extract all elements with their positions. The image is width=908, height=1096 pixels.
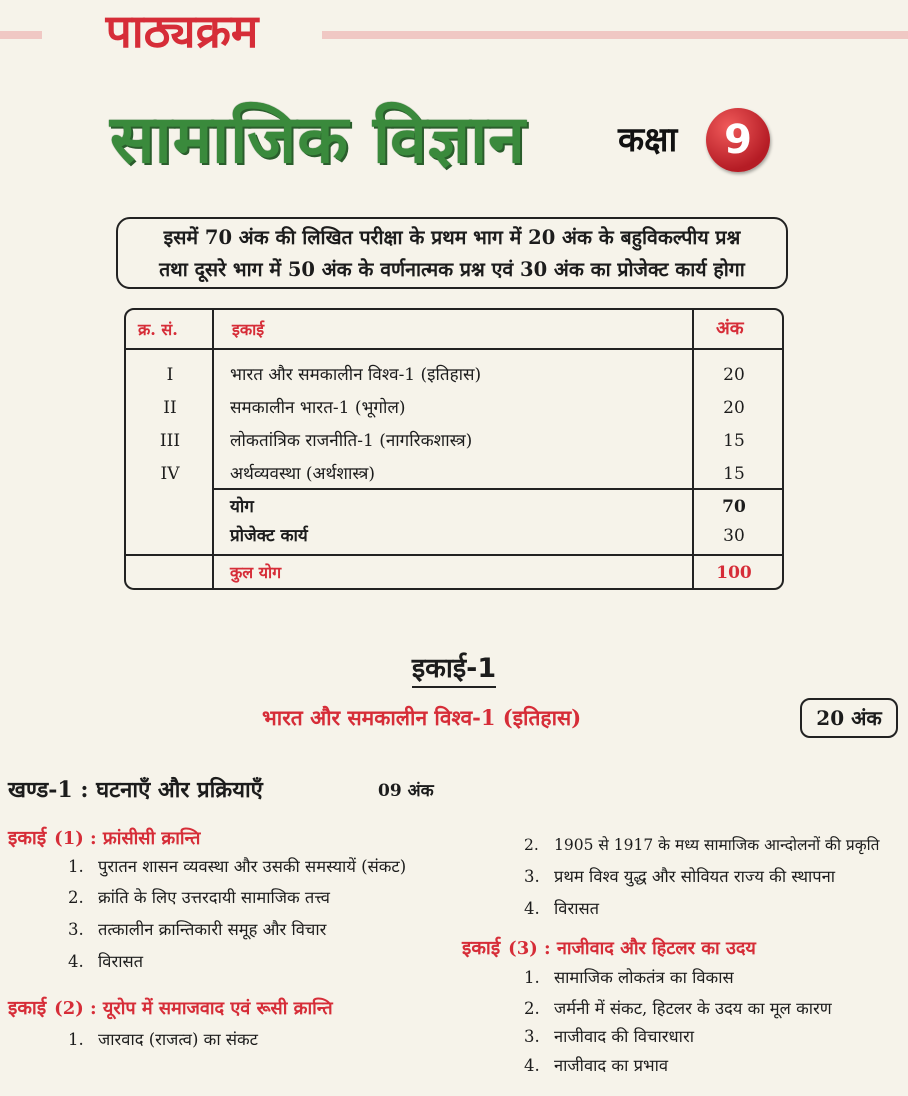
- item-text: विरासत: [98, 952, 144, 971]
- sum-label: योग: [230, 497, 254, 517]
- item-number: 1.: [68, 1030, 84, 1049]
- unit-label: इकाई: [462, 937, 501, 959]
- row-sr: I: [166, 365, 174, 385]
- row-marks: 20: [723, 365, 745, 385]
- item-text: सामाजिक लोकतंत्र का विकास: [554, 968, 734, 987]
- table-divider: [126, 554, 782, 556]
- list-item: [68, 1029, 258, 1051]
- item-number: 2.: [68, 888, 84, 907]
- project-label: प्रोजेक्ट कार्य: [230, 526, 308, 546]
- table-divider: [212, 310, 214, 588]
- exam-note: [116, 217, 788, 289]
- unit-title: [0, 648, 908, 685]
- item-number: 4.: [68, 952, 84, 971]
- item-text: 1905 से 1917 के मध्य सामाजिक आन्दोलनों की प्रकृति: [554, 836, 880, 854]
- row-sr: II: [163, 398, 177, 418]
- list-item: [68, 887, 330, 909]
- exam-note-line-1: इसमें 70 अंक की लिखित परीक्षा के प्रथम भाग में 20 अंक के बहुविकल्पीय प्रश्न: [163, 226, 741, 249]
- item-text: क्रांति के लिए उत्तरदायी सामाजिक तत्त्व: [98, 888, 330, 907]
- unit-marks-badge: 20 अंक: [800, 698, 898, 738]
- list-item: [524, 1026, 694, 1048]
- item-text: जारवाद (राजत्व) का संकट: [98, 1030, 258, 1049]
- list-item: [524, 898, 599, 920]
- row-sr: IV: [160, 464, 180, 484]
- class-number-badge: 9: [706, 108, 770, 172]
- khand-marks: 09 अंक: [378, 781, 434, 801]
- item-number: 2.: [524, 999, 540, 1018]
- header-unit: इकाई: [232, 320, 265, 339]
- project-value: 30: [723, 526, 745, 546]
- unit-3-heading: [462, 934, 756, 960]
- total-value: 100: [716, 563, 752, 583]
- item-number: 3.: [68, 920, 84, 939]
- item-number: 1.: [68, 857, 84, 876]
- syllabus-tag: पाठ्यक्रम: [42, 0, 322, 62]
- table-divider: [212, 488, 782, 490]
- item-number: 4.: [524, 899, 540, 918]
- item-text: जर्मनी में संकट, हिटलर के उदय का मूल कारण: [554, 999, 832, 1018]
- list-item: [524, 998, 832, 1020]
- item-number: 1.: [524, 968, 540, 987]
- item-number: 2.: [524, 836, 539, 854]
- item-text: पुरातन शासन व्यवस्था और उसकी समस्यायें (संकट): [98, 857, 407, 876]
- item-text: तत्कालीन क्रान्तिकारी समूह और विचार: [98, 920, 327, 939]
- list-item: [524, 866, 835, 888]
- unit-label: इकाई: [8, 827, 47, 849]
- page-title: सामाजिक विज्ञान: [110, 101, 526, 178]
- list-item: [524, 834, 879, 856]
- exam-note-line-2: तथा दूसरे भाग में 50 अंक के वर्णनात्मक प्रश्न एवं 30 अंक का प्रोजेक्ट कार्य होगा: [159, 258, 745, 281]
- header-sr: क्र. सं.: [138, 320, 178, 339]
- unit-1-title: (1) : फ्रांसीसी क्रान्ति: [54, 828, 201, 849]
- row-sr: III: [159, 431, 181, 451]
- unit-2-heading: [8, 994, 333, 1020]
- row-unit: लोकतांत्रिक राजनीति-1 (नागरिकशास्त्र): [230, 431, 473, 451]
- unit-subtitle: भारत और समकालीन विश्व-1 (इतिहास): [262, 705, 582, 730]
- row-unit: भारत और समकालीन विश्व-1 (इतिहास): [230, 365, 482, 385]
- class-label: कक्षा: [618, 120, 678, 160]
- row-unit: अर्थव्यवस्था (अर्थशास्त्र): [230, 464, 375, 484]
- unit-2-title: (2) : यूरोप में समाजवाद एवं रूसी क्रान्ति: [54, 998, 333, 1019]
- item-text: विरासत: [554, 899, 600, 918]
- list-item: [524, 1055, 668, 1077]
- list-item: [524, 967, 734, 989]
- sum-value: 70: [722, 497, 746, 517]
- row-marks: 15: [723, 431, 745, 451]
- list-item: [68, 919, 326, 941]
- unit-label: इकाई: [8, 997, 47, 1019]
- unit-1-heading: [8, 824, 200, 850]
- marks-table: [124, 308, 784, 590]
- row-marks: 15: [723, 464, 745, 484]
- header-marks: अंक: [716, 318, 744, 339]
- khand-heading: खण्ड-1 : घटनाएँ और प्रक्रियाएँ: [8, 777, 263, 803]
- item-number: 3.: [524, 1027, 540, 1046]
- list-item: [68, 951, 143, 973]
- list-item: [68, 856, 406, 878]
- row-unit: समकालीन भारत-1 (भूगोल): [230, 398, 406, 418]
- item-text: नाजीवाद का प्रभाव: [554, 1056, 669, 1075]
- item-text: नाजीवाद की विचारधारा: [554, 1027, 694, 1046]
- total-label: कुल योग: [230, 563, 282, 582]
- table-divider: [126, 348, 782, 350]
- row-marks: 20: [723, 398, 745, 418]
- item-number: 3.: [524, 867, 540, 886]
- unit-title-text: इकाई-1: [412, 653, 496, 688]
- unit-3-title: (3) : नाजीवाद और हिटलर का उदय: [508, 938, 756, 959]
- item-text: प्रथम विश्व युद्ध और सोवियत राज्य की स्थापना: [554, 867, 836, 886]
- item-number: 4.: [524, 1056, 540, 1075]
